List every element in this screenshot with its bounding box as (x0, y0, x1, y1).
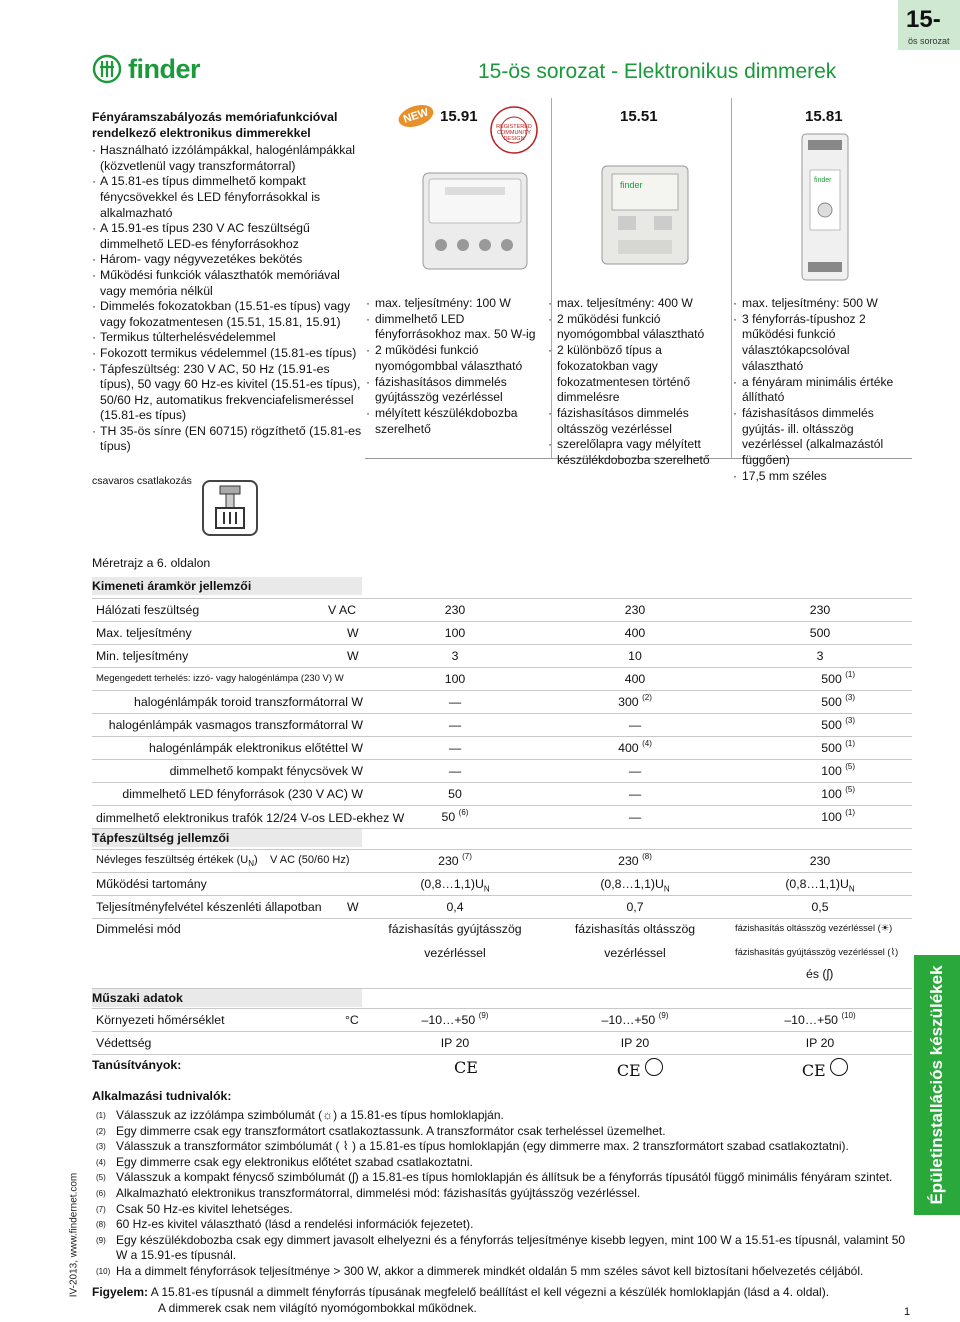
transformer-icon: ⌇ (890, 947, 896, 957)
table-cell: 500 (809, 626, 831, 640)
row-line (92, 849, 912, 850)
row-label: Működési tartomány (96, 877, 207, 891)
row-line (92, 895, 912, 896)
table-cell: $(0,8\dots 1,1)U_N$ (420, 877, 490, 894)
table-cell: 500 $^{(3)}$ (821, 693, 855, 709)
note: (2) Egy dimmerre csak egy transzformátort csatlakoztassunk. A transzformátor csak terheléssel üzemelhet. (96, 1123, 666, 1138)
table-cell: 230 $^{(7)}$ (438, 852, 472, 868)
list-item: · Működési funkciók választhatók memóriával vagy memória nélkül (92, 268, 367, 299)
list-item: · TH 35-ös sínre (EN 60715) rögzíthető (15.81-es típus) (92, 424, 367, 455)
product-code: 15.91 (440, 108, 478, 125)
row-label: halogénlámpák vasmagos transzformátorral W (108, 718, 363, 732)
row-line (92, 690, 912, 691)
app-notes-heading: Alkalmazási tudnivalók: (92, 1089, 232, 1103)
row-unit: W (347, 649, 359, 663)
list-item: · max. teljesítmény: 500 W (733, 296, 913, 312)
product-divider (731, 98, 732, 458)
list-item: · Termikus túlterhelésvédelemmel (92, 330, 367, 346)
row-line (92, 598, 912, 599)
page-number: 1 (904, 1306, 911, 1318)
new-badge: NEW (396, 101, 436, 131)
table-cell: 500 $^{(1)}$ (821, 670, 855, 686)
finder-logo (92, 52, 222, 86)
table-cell: — (628, 764, 642, 778)
registered-design-seal (488, 104, 540, 156)
row-line (92, 1008, 912, 1009)
table-cell: — (448, 695, 462, 709)
table-cell: 300 $^{(2)}$ (618, 693, 652, 709)
table-cell: — (628, 787, 642, 801)
table-cell: $(0,8\dots 1,1)U_N$ (785, 877, 855, 894)
side-category-label: Épületinstallációs készülékek (927, 965, 946, 1205)
product-code: 15.51 (620, 108, 658, 125)
product-image-15-81 (790, 130, 860, 285)
table-cell: 230 (809, 854, 831, 868)
row-unit: V AC (50/60 Hz) (270, 854, 350, 866)
row-line (92, 1054, 912, 1055)
list-item: · dimmelhető LED fényforrásokhoz max. 50 W-ig (366, 312, 546, 343)
dimension-ref: Méretrajz a 6. oldalon (92, 556, 211, 570)
row-label: halogénlámpák elektronikus előtéttel W (149, 741, 363, 755)
row-unit: V AC (328, 603, 357, 617)
note: (3) Válasszuk a transzformátor szimbólumát ( ⌇ ) a 15.81-es típus homloklapján (egy dimmerre max. 2 transzformátort szabad csatlakoztatni). (96, 1139, 849, 1154)
note: (6) Alkalmazható elektronikus transzformátorral, dimmelési mód: fázishasítás gyújtásszög vezérléssel. (96, 1185, 641, 1200)
table-cell: –10…+50 $^{(9)}$ (421, 1011, 489, 1027)
table-cell: 230 (809, 603, 831, 617)
list-item: · max. teljesítmény: 400 W (548, 296, 730, 312)
note: (8) 60 Hz-es kivitel választható (lásd a rendelési információk fejezetet). (96, 1217, 474, 1232)
series-tab-number: 15- (906, 6, 941, 33)
table-cell: 3 (816, 649, 824, 663)
list-item: · 2 működési funkció nyomógombbal választható (548, 312, 730, 343)
app-notes (96, 1108, 911, 1280)
row-label: Hálózati feszültség (96, 603, 200, 617)
row-line (92, 667, 912, 668)
list-item: · A 15.91-es típus 230 V AC feszültségű dimmelhető LED-es fényforrásokhoz (92, 221, 367, 252)
list-item: · Fokozott termikus védelemmel (15.81-es típus) (92, 346, 367, 362)
section-output: Kimeneti áramkör jellemzői (92, 579, 252, 593)
table-cell: IP 20 (620, 1036, 650, 1050)
table-cell: 100 $^{(5)}$ (821, 762, 855, 778)
row-line (92, 621, 912, 622)
row-line (92, 918, 912, 919)
cert-marks-15-91 (436, 1058, 496, 1078)
seal-text: REGISTERED COMMUNITY DESIGN (496, 124, 532, 142)
cfl-icon: ʃ (352, 1170, 355, 1185)
list-item: · 17,5 mm széles (733, 469, 913, 485)
intro-block (92, 110, 367, 455)
features-15-81 (733, 296, 913, 484)
row-line (92, 782, 912, 783)
table-cell: vezérléssel (604, 946, 666, 960)
screw-terminal-icon (202, 480, 258, 536)
list-item: · fázishasításos dimmelés gyújtás- ill. oltásszög vezérléssel (alkalmazástól függően) (733, 406, 913, 469)
table-cell: 100 $^{(1)}$ (821, 808, 855, 824)
row-label: Min. teljesítmény (96, 649, 189, 663)
table-cell: — (448, 764, 462, 778)
lamp-icon: ☼ (322, 1108, 334, 1122)
table-cell: és (ʃ) (806, 967, 834, 981)
row-line (92, 759, 912, 760)
table-cell: 100 $^{(5)}$ (821, 785, 855, 801)
intro-bullets (92, 143, 367, 455)
table-cell: 500 $^{(1)}$ (821, 739, 855, 755)
ce-mark-icon: CE (801, 1061, 826, 1080)
table-cell: 100 (444, 626, 466, 640)
product-image-15-51 (590, 160, 700, 272)
edition-label: IV-2013, www.findernet.com (68, 1172, 80, 1298)
list-item: · 2 különböző típus a fokozatokban vagy fokozatmentesen történő dimmelésre (548, 343, 730, 406)
row-label: dimmelhető elektronikus trafók 12/24 V-os LED-ekhez W (96, 811, 405, 825)
table-cell: $(0,8\dots 1,1)U_N$ (600, 877, 670, 894)
table-cell: 400 (624, 672, 646, 686)
row-unit: W (347, 900, 359, 914)
table-cell: 400 $^{(4)}$ (618, 739, 652, 755)
row-line (92, 872, 912, 873)
table-cell: fázishasítás oltásszög (574, 922, 696, 936)
list-item: · A 15.81-es típus dimmelhető kompakt fénycsövekkel és LED fényforrásokkal is alkalmazható (92, 174, 367, 221)
row-unit: °C (345, 1013, 359, 1027)
row-line (92, 713, 912, 714)
series-tab-sub: ös sorozat (908, 36, 950, 46)
table-cell: 0,4 (446, 900, 464, 914)
list-item: · 3 fényforrás-típushoz 2 működési funkció választókapcsolóval választható (733, 312, 913, 375)
table-cell: 0,5 (811, 900, 829, 914)
row-unit: W (347, 626, 359, 640)
table-cell: 100 (444, 672, 466, 686)
note: (4) Egy dimmerre csak egy elektronikus előtétet szabad csatlakoztatni. (96, 1154, 473, 1169)
cert-marks-15-81 (785, 1058, 865, 1081)
table-cell: 500 $^{(3)}$ (821, 716, 855, 732)
row-line (92, 805, 912, 806)
table-cell: 50 (448, 787, 462, 801)
page-title: 15-ös sorozat - Elektronikus dimmerek (478, 60, 837, 83)
cert-seal-icon (830, 1058, 848, 1076)
note: (9) Egy készülékdobozba csak egy dimmert javasolt elhelyezni és a fényforrás teljesítménye kisebb legyen, mint 100 W a 15.51-es típusnál, valamint 50 W a 15.91-es típusnál. (96, 1232, 906, 1263)
table-cell: 230 (624, 603, 646, 617)
cert-seal-icon (645, 1058, 663, 1076)
attention-note: Figyelem: A 15.81-es típusnál a dimmelt fényforrás típusának megfelelő beállítást el kell végezni a készülék homloklapján (lásd a 4. oldal). A dimmerek csak nem világító nyomógombokkal működnek. (92, 1285, 830, 1315)
table-cell: –10…+50 $^{(10)}$ (784, 1011, 856, 1027)
finder-logo-icon (92, 54, 122, 84)
table-cell: fázishasítás gyújtásszög (388, 922, 522, 936)
table-cell: 50 $^{(6)}$ (441, 808, 469, 824)
transformer-icon: ⌇ (339, 1139, 352, 1154)
ce-mark-icon: CE (616, 1061, 641, 1080)
table-cell: 230 (444, 603, 466, 617)
list-item: · max. teljesítmény: 100 W (366, 296, 546, 312)
list-item: · mélyített készülékdobozba szerelhető (366, 406, 546, 437)
list-item: · Használható izzólámpákkal, halogénlámpákkal (közvetlenül vagy transzformátorral) (92, 143, 367, 174)
features-15-51 (548, 296, 730, 469)
cert-marks-15-51 (600, 1058, 680, 1081)
table-cell: vezérléssel (424, 946, 486, 960)
table-cell: 400 (624, 626, 646, 640)
list-item: · Három- vagy négyvezetékes bekötés (92, 252, 367, 268)
svg-text:finder: finder (814, 177, 832, 184)
note: (1) Válasszuk az izzólámpa szimbólumát (☼) a 15.81-es típus homloklapján. (96, 1108, 504, 1122)
table-cell: fázishasítás gyújtásszög vezérléssel (⌇) (735, 947, 899, 957)
product-code: 15.81 (805, 108, 843, 125)
row-label: Megengedett terhelés: izzó- vagy halogénlámpa (230 V) W (96, 673, 344, 684)
row-label: halogénlámpák toroid transzformátorral W (134, 695, 363, 709)
table-cell: IP 20 (440, 1036, 470, 1050)
section-supply: Tápfeszültség jellemzői (92, 831, 230, 845)
section-cert: Tanúsítványok: (92, 1058, 182, 1072)
features-15-91 (366, 296, 546, 437)
row-line (92, 1031, 912, 1032)
row-label: Névleges feszültség értékek $(U_N)$ (96, 854, 258, 869)
table-cell: — (448, 718, 462, 732)
list-item: · 2 működési funkció nyomógombbal választható (366, 343, 546, 374)
table-cell: 230 $^{(8)}$ (618, 852, 652, 868)
intro-heading: Fényáramszabályozás memóriafunkcióval rendelkező elektronikus dimmerekkel (92, 110, 338, 140)
table-cell: 10 (628, 649, 642, 663)
table-cell: fázishasítás oltásszög vezérléssel (☀) (735, 923, 893, 933)
row-label: Max. teljesítmény (96, 626, 192, 640)
row-label: dimmelhető LED fényforrások (230 V AC) W (122, 787, 363, 801)
lamp-dim-icon: ☀ (880, 923, 890, 933)
cfl-icon: ʃ (826, 967, 830, 981)
table-cell: 3 (451, 649, 459, 663)
brand-name: finder (128, 53, 201, 84)
note: (7) Csak 50 Hz-es kivitel lehetséges. (96, 1201, 293, 1216)
row-line (92, 644, 912, 645)
table-cell: 0,7 (626, 900, 644, 914)
table-cell: — (628, 810, 642, 824)
table-cell: — (448, 741, 462, 755)
row-label: dimmelhető kompakt fénycsövek W (169, 764, 363, 778)
product-image-15-91 (405, 165, 545, 277)
row-line (92, 736, 912, 737)
row-label: Teljesítményfelvétel készenléti állapotban (96, 900, 322, 914)
note: (5) Válasszuk a kompakt fénycső szimbólumát (ʃ) a 15.81-es típus homloklapján és állítsuk be a fényforrás típusától függő minimális fényáram szintet. (96, 1170, 893, 1185)
list-item: · szerelőlapra vagy mélyített készülékdobozba szerelhető (548, 437, 730, 468)
list-item: · fázishasításos dimmelés gyújtásszög vezérléssel (366, 375, 546, 406)
row-label: Védettség (96, 1036, 152, 1050)
table-cell: — (628, 718, 642, 732)
svg-text:finder: finder (620, 180, 643, 190)
list-item: · Tápfeszültség: 230 V AC, 50 Hz (15.91-es típus), 50 vagy 60 Hz-es kivitel (15.51-es típus), 50/60 Hz, automatikus frekvenciafelismeréssel (15.81-es típus) (92, 362, 367, 424)
note: (10) Ha a dimmelt fényforrások teljesítménye > 300 W, akkor a dimmerek mindkét oldalán 5 mm széles sávot kell biztosítani hőelvezetés céljából. (96, 1263, 864, 1278)
table-cell: –10…+50 $^{(9)}$ (601, 1011, 669, 1027)
ce-mark-icon: CE (454, 1058, 478, 1077)
list-item: · a fényáram minimális értéke állítható (733, 375, 913, 406)
list-item: · Dimmelés fokozatokban (15.51-es típus) vagy vagy fokozatmentesen (15.51, 15.81, 15.91) (92, 299, 367, 330)
table-cell: IP 20 (805, 1036, 835, 1050)
row-label: Környezeti hőmérséklet (96, 1013, 225, 1027)
row-label: Dimmelési mód (96, 922, 181, 936)
list-item: · fázishasításos dimmelés oltásszög vezérléssel (548, 406, 730, 437)
terminal-label: csavaros csatlakozás (92, 475, 192, 487)
section-tech: Műszaki adatok (92, 991, 183, 1005)
